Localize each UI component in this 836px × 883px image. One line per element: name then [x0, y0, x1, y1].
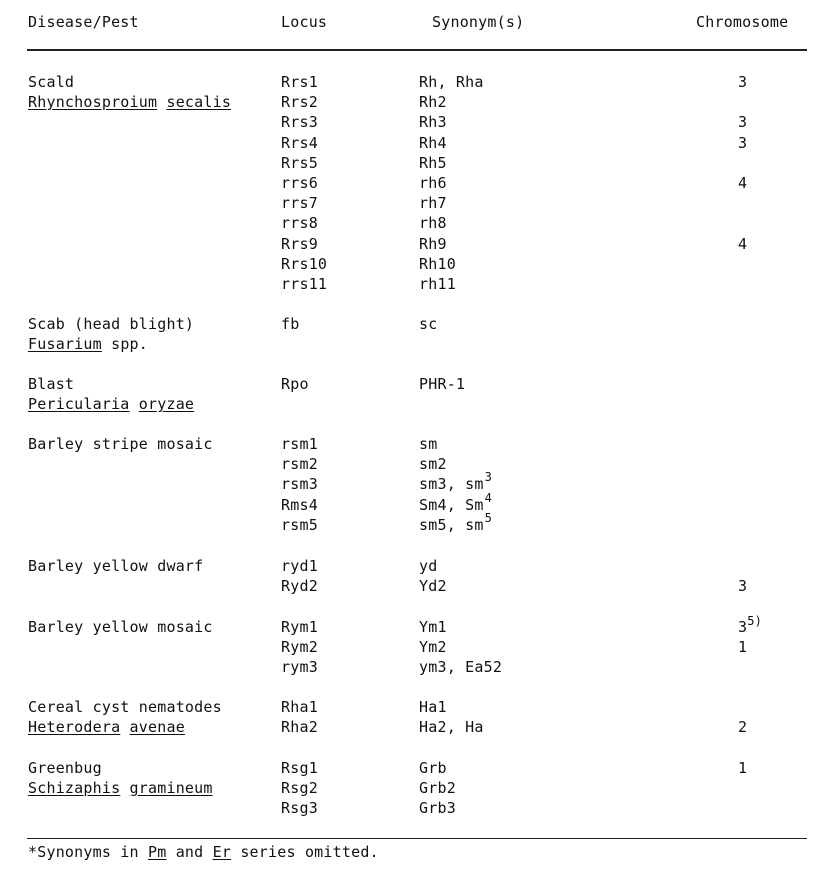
synonym-cell: [419, 698, 447, 716]
chromosome-value: 1: [738, 759, 748, 777]
synonym-text: sm: [419, 435, 438, 453]
locus-cell: Ryd2: [281, 577, 318, 596]
taxon-name: oryzae: [138, 395, 195, 414]
disease-text: Barley yellow mosaic: [28, 618, 213, 636]
chromosome-value: 3: [738, 577, 748, 596]
disease-text: Cereal cyst nematodes: [28, 698, 222, 716]
synonym-text: Rh, Rha: [419, 73, 484, 91]
synonym-text: Rh3: [419, 113, 447, 132]
disease-text: Barley yellow dwarf: [28, 557, 204, 575]
locus-cell: fb: [281, 315, 300, 333]
chromosome-cell: [738, 718, 747, 736]
disease-text: Blast: [28, 375, 75, 393]
synonym-cell: [419, 435, 437, 453]
locus-cell: rsm3: [281, 475, 318, 494]
header-synonyms: Synonym(s): [432, 13, 525, 31]
locus-cell: rrs7: [281, 194, 318, 213]
synonym-cell: [419, 315, 437, 333]
locus-cell: rsm2: [281, 455, 318, 474]
disease-text: Scab (head blight): [28, 315, 195, 333]
locus-cell: rym3: [281, 658, 318, 677]
synonym-text: rh11: [419, 275, 456, 293]
footnote: [28, 843, 379, 861]
taxon-name: Schizaphis: [28, 779, 121, 798]
synonym-cell: [419, 154, 447, 172]
synonym-text: sm5, sm: [419, 515, 484, 534]
chromosome-cell: [738, 638, 747, 656]
synonym-text: sc: [419, 315, 438, 333]
synonym-cell: [419, 73, 484, 91]
locus-cell: Rrs1: [281, 73, 318, 91]
taxon-name: Fusarium: [28, 335, 102, 354]
chromosome-cell: [738, 614, 763, 637]
disease-name: [28, 315, 194, 333]
header-locus: Locus: [281, 13, 328, 31]
header-rule: [27, 49, 807, 51]
synonym-text: sm2: [419, 455, 447, 474]
disease-name: [28, 618, 213, 636]
locus-cell: rrs11: [281, 275, 328, 293]
locus-cell: rrs8: [281, 214, 318, 233]
chromosome-cell: [738, 577, 747, 595]
disease-name: [28, 375, 74, 393]
locus-cell: Rrs10: [281, 254, 328, 273]
disease-name: [28, 718, 185, 736]
synonym-cell: [419, 658, 502, 676]
locus-cell: Rms4: [281, 495, 318, 514]
synonym-cell: [419, 214, 447, 232]
synonym-cell: [419, 799, 456, 817]
synonym-cell: [419, 510, 493, 535]
disease-name: [28, 698, 222, 716]
locus-cell: Rha1: [281, 698, 318, 716]
synonym-superscript: 5: [484, 510, 493, 525]
disease-text: [120, 718, 129, 736]
synonym-cell: [419, 235, 447, 253]
synonym-text: Ha2, Ha: [419, 718, 484, 737]
locus-cell: rsm5: [281, 515, 318, 534]
locus-cell: rsm1: [281, 435, 318, 453]
synonym-cell: [419, 174, 447, 192]
locus-cell: Rym2: [281, 638, 318, 657]
synonym-text: PHR-1: [419, 375, 466, 393]
chromosome-cell: [738, 134, 747, 152]
synonym-text: yd: [419, 557, 438, 575]
disease-name: [28, 335, 148, 353]
synonym-cell: [419, 779, 456, 797]
header-chromosome: Chromosome: [696, 13, 789, 31]
synonym-superscript: 4: [484, 490, 493, 505]
disease-text: [130, 395, 139, 413]
disease-text: Scald: [28, 73, 75, 91]
disease-text: Barley stripe mosaic: [28, 435, 213, 453]
chromosome-cell: [738, 759, 747, 777]
synonym-text: Rh9: [419, 234, 447, 253]
synonym-text: Ym1: [419, 618, 447, 636]
chromosome-cell: [738, 235, 747, 253]
disease-name: [28, 435, 213, 453]
synonym-cell: [419, 577, 447, 595]
synonym-text: ym3, Ea52: [419, 658, 503, 677]
synonym-text: Sm4, Sm: [419, 495, 484, 514]
footer-rule: [27, 838, 807, 839]
synonym-superscript: 3: [484, 470, 493, 485]
taxon-name: avenae: [129, 718, 185, 737]
taxon-name: Pericularia: [28, 395, 130, 414]
chromosome-value: 3: [738, 133, 748, 152]
footnote-text: and: [166, 843, 213, 861]
synonym-cell: [419, 638, 447, 656]
locus-cell: Rrs9: [281, 234, 318, 253]
locus-cell: Rrs4: [281, 133, 318, 152]
synonym-cell: [419, 718, 484, 736]
chromosome-value: 2: [738, 718, 748, 737]
synonym-cell: [419, 375, 465, 393]
synonym-cell: [419, 194, 447, 212]
synonym-cell: [419, 618, 447, 636]
taxon-name: gramineum: [129, 779, 213, 798]
taxon-name: Rhynchosproium: [28, 93, 158, 112]
locus-cell: Rpo: [281, 375, 309, 393]
synonym-cell: [419, 275, 456, 293]
synonym-text: Ha1: [419, 698, 447, 716]
synonym-text: rh7: [419, 194, 447, 213]
synonym-cell: [419, 470, 493, 494]
chromosome-cell: [738, 174, 747, 192]
locus-cell: Rsg3: [281, 799, 318, 818]
disease-name: [28, 557, 203, 575]
synonym-text: Rh5: [419, 153, 447, 172]
synonym-text: sm3, sm: [419, 475, 484, 494]
synonym-cell: [419, 490, 493, 515]
disease-name: [28, 759, 102, 777]
locus-cell: Rrs5: [281, 153, 318, 172]
synonym-cell: [419, 93, 447, 111]
footnote-gene-series: Pm: [148, 843, 167, 861]
synonym-text: Grb2: [419, 779, 456, 798]
locus-cell: Rym1: [281, 618, 318, 636]
chromosome-cell: [738, 73, 747, 91]
synonym-text: rh8: [419, 214, 447, 233]
synonym-text: Rh2: [419, 93, 447, 112]
disease-name: [28, 93, 231, 111]
locus-cell: Rrs2: [281, 93, 318, 112]
chromosome-cell: [738, 113, 747, 131]
chromosome-value: 3: [738, 113, 748, 132]
disease-text: [120, 779, 129, 797]
header-disease: Disease/Pest: [28, 13, 139, 31]
footnote-text: series omitted.: [231, 843, 379, 861]
synonym-cell: [419, 455, 447, 473]
synonym-text: Grb: [419, 759, 447, 777]
synonym-text: Rh4: [419, 133, 447, 152]
synonym-text: Yd2: [419, 577, 447, 596]
synonym-cell: [419, 557, 437, 575]
taxon-name: secalis: [166, 93, 232, 112]
synonym-text: Ym2: [419, 638, 447, 657]
locus-cell: Rsg2: [281, 779, 318, 798]
taxon-name: Heterodera: [28, 718, 121, 737]
chromosome-value: 4: [738, 174, 748, 192]
synonym-cell: [419, 255, 456, 273]
chromosome-value: 1: [738, 638, 748, 657]
chromosome-value: 3: [738, 618, 748, 636]
footnote-text: *Synonyms in: [28, 843, 148, 861]
synonym-cell: [419, 113, 447, 131]
synonym-cell: [419, 134, 447, 152]
disease-text: Greenbug: [28, 759, 102, 777]
chromosome-footnote-mark: 5): [747, 614, 763, 628]
synonym-text: Rh10: [419, 254, 456, 273]
locus-cell: rrs6: [281, 174, 318, 192]
disease-name: [28, 73, 74, 91]
synonym-text: rh6: [419, 174, 447, 192]
synonym-cell: [419, 759, 447, 777]
synonym-text: Grb3: [419, 799, 456, 818]
locus-cell: ryd1: [281, 557, 318, 575]
locus-cell: Rsg1: [281, 759, 318, 777]
disease-text: spp.: [101, 335, 149, 354]
disease-name: [28, 395, 194, 413]
disease-name: [28, 779, 213, 797]
locus-cell: Rrs3: [281, 113, 318, 132]
footnote-gene-series: Er: [212, 843, 232, 861]
locus-cell: Rha2: [281, 718, 318, 737]
chromosome-value: 3: [738, 73, 748, 91]
chromosome-value: 4: [738, 234, 748, 253]
